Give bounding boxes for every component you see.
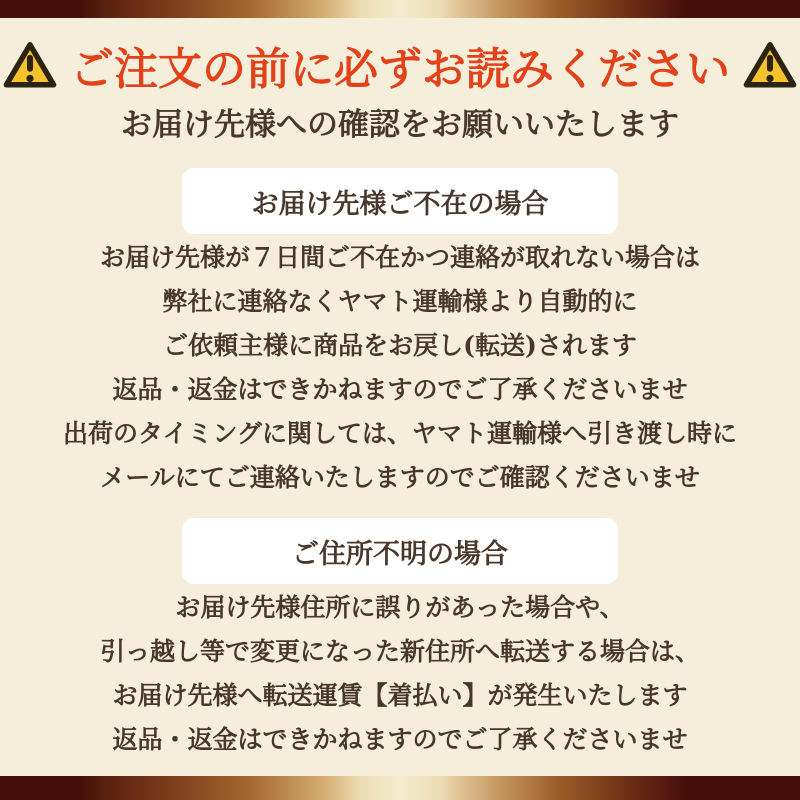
section-text-line: お届け先様住所に誤りがあった場合や、	[175, 593, 625, 622]
section-heading-box	[182, 168, 618, 234]
section-text-line: メールにてご連絡いたしますのでご確認くださいませ	[100, 463, 700, 492]
warning-triangle-icon	[743, 41, 797, 89]
page-title-row	[0, 36, 800, 94]
section-heading: ご住所不明の場合	[292, 538, 508, 570]
section-text-line: 返品・返金はできかねますのでご了承くださいませ	[112, 725, 688, 754]
page-subtitle: お届け先様への確認をお願いいたします	[121, 107, 679, 143]
section-address-unknown	[0, 518, 800, 762]
section-text-line: 引っ越し等で変更になった新住所へ転送する場合は、	[99, 637, 700, 666]
section-text-line: 出荷のタイミングに関しては、ヤマト運輸様へ引き渡し時に	[62, 419, 737, 448]
section-text-line: お届け先様が７日間ご不在かつ連絡が取れない場合は	[99, 243, 700, 272]
section-heading: お届け先様ご不在の場合	[251, 188, 549, 220]
section-body	[0, 236, 800, 500]
page-title: ご注文の前に必ずお読みください	[70, 44, 730, 95]
section-body	[0, 586, 800, 762]
top-decorative-bar	[0, 0, 800, 18]
section-text-line: ご依頼主様に商品をお戻し(転送)されます	[163, 331, 637, 360]
warning-triangle-icon	[3, 41, 57, 89]
bottom-decorative-bar	[0, 776, 800, 800]
section-text-line: 返品・返金はできかねますのでご了承くださいませ	[112, 375, 688, 404]
section-text-line: 弊社に連絡なくヤマト運輸様より自動的に	[162, 287, 638, 316]
section-recipient-absent	[0, 168, 800, 500]
section-heading-box	[182, 518, 618, 584]
section-text-line: お届け先様へ転送運賃【着払い】が発生いたします	[112, 681, 688, 710]
